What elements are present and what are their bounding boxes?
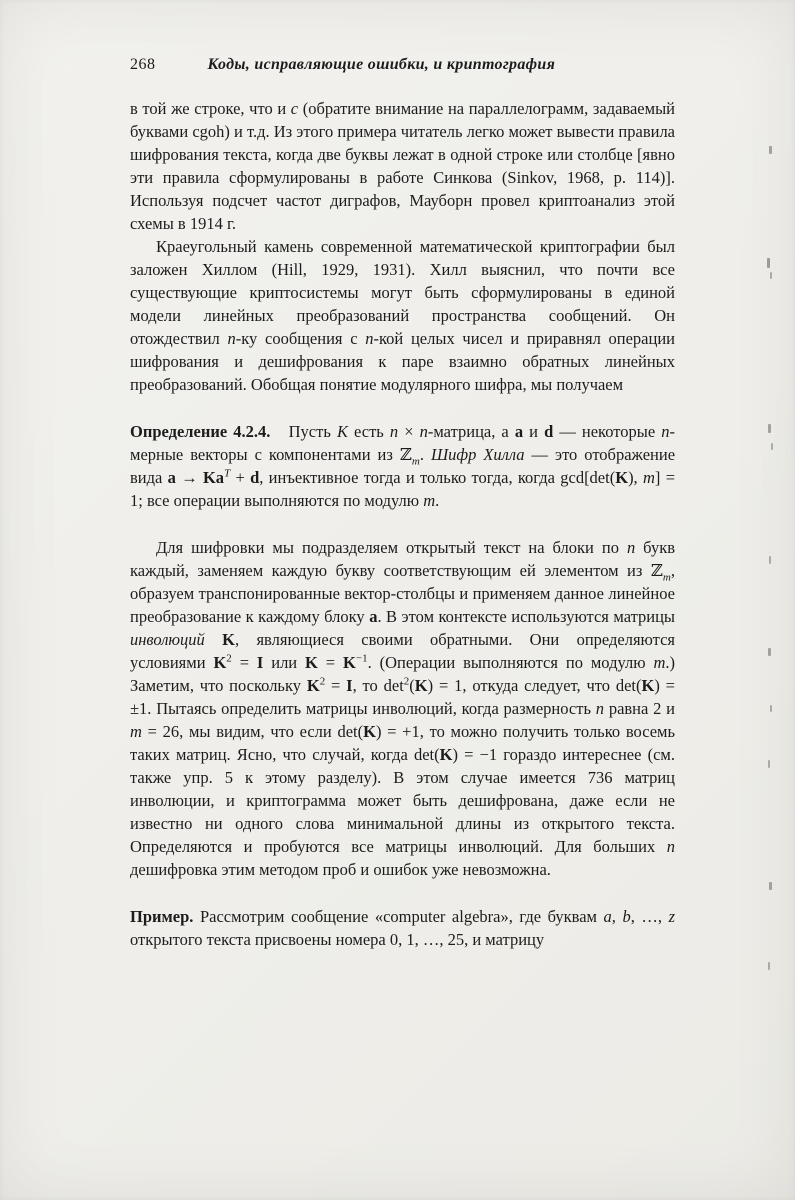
paragraph-hill-history: Краеугольный камень современной математической криптографии был заложен Хиллом (Hill, 1929, 1931). Хилл выяснил, что почти все существующие криптосистемы могут быть сформулированы в единой модели линейных преобразований пространства сообщений. Он отождествил n-ку сообщения с n-кой целых чисел и приравнял операции шифрования и дешифрования к паре взаимно обратных линейных преобразований. Обобщая понятие модулярного шифра, мы получаем <box>130 237 675 394</box>
scan-artifact <box>769 146 772 154</box>
running-title: Коды, исправляющие ошибки, и криптография <box>207 56 556 73</box>
example-paragraph: Пример. Рассмотрим сообщение «computer algebra», где буквам a, b, …, z открытого текста присвоены номера 0, 1, …, 25, и матрицу <box>130 907 676 949</box>
scan-artifact <box>768 760 770 768</box>
scan-artifact <box>769 556 771 564</box>
page-number: 268 <box>130 56 156 73</box>
scan-artifact <box>770 272 772 279</box>
page-body <box>130 97 675 951</box>
paragraph-continuation: в той же строке, что и c (обратите внимание на параллелограмм, задаваемый буквами cgoh) и т.д. Из этого примера читатель легко может вывести правила шифрования текста, когда две буквы лежат в одной строке или столбце [явно эти правила сформулированы в работе Синкова (Sinkov, 1968, p. 114)]. Используя подсчет частот диграфов, Мауборн провел криптоанализ этой схемы в 1914 г. <box>130 99 675 233</box>
paragraph-encryption-method: Для шифровки мы подразделяем открытый текст на блоки по n букв каждый, заменяем каждую букву соответствующим ей элементом из ℤ$_m$, образуем транспонированные вектор-столбцы и применяем данное линейное преобразование к каждому блоку a. В этом контексте используются матрицы инволюций K, являющиеся своими обратными. Они определяются условиями $K^2 = I$ или $K = K^{-1}$. (Операции выполняются по модулю m.) Заметим, что поскольку $K^2 = I$, то $\det^2(K) = 1$, откуда следует, что det(K) = ±1. Пытаясь определить матрицы инволюций, когда размерность n равна 2 и m = 26, мы видим, что если det(K) = +1, то можно получить только восемь таких матриц. Ясно, что случай, когда det(K) = −1 гораздо интереснее (см. также упр. 5 к этому разделу). В этом случае имеется 736 матриц инволюции, и криптограмма может быть дешифрована, даже если не известно ни одного слова минимальной длины из открытого текста. Определяются и пробуются все матрицы инволюций. Для больших n дешифровка этим методом проб и ошибок уже невозможна. <box>130 538 676 879</box>
page-header <box>130 56 675 74</box>
scan-artifact <box>770 705 772 712</box>
scan-artifact <box>771 443 773 450</box>
definition-4-2-4: Определение 4.2.4. Пусть K есть n × n-матрица, а a и d — некоторые n-мерные векторы с компонентами из ℤ$_m$. Шифр Хилла — это отображение вида $a \to Ka^T + d$, инъективное тогда и только тогда, когда gcd[det(K), m] = 1; все операции выполняются по модулю m. <box>130 422 676 510</box>
scan-artifact <box>768 424 771 433</box>
scan-artifact <box>769 882 772 890</box>
scan-artifact <box>767 258 770 268</box>
scan-artifact <box>768 962 770 970</box>
scan-artifact <box>768 648 771 656</box>
